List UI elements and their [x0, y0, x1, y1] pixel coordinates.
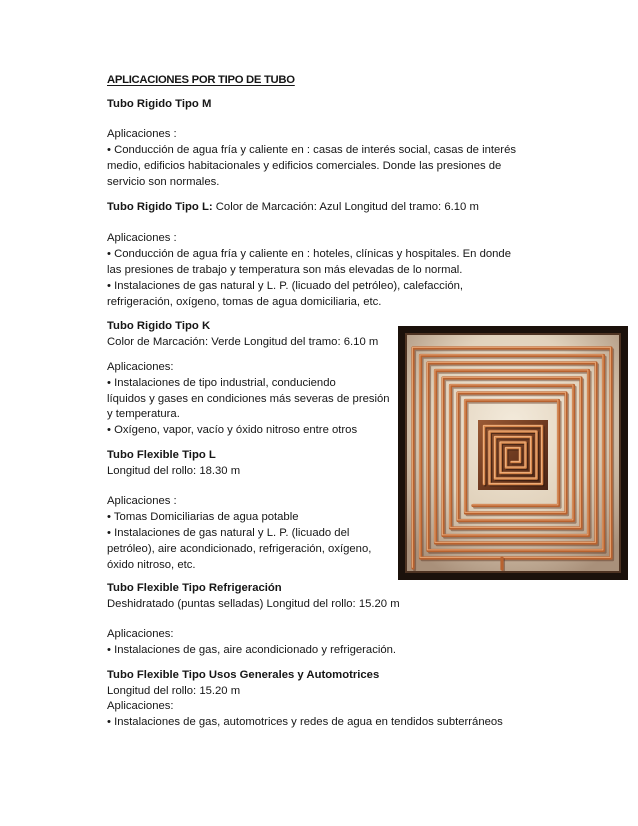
application-line: • Instalaciones de gas natural y L. P. (licuado del petróleo), calefacción, — [107, 280, 464, 292]
application-line: óxido nitroso, etc. — [107, 559, 196, 571]
copper-coil-photo — [398, 326, 628, 580]
section-detail: Longitud del rollo: 18.30 m — [107, 465, 241, 477]
section-detail: Color de Marcación: Verde Longitud del tramo: 6.10 m — [107, 336, 379, 348]
application-line: refrigeración, oxígeno, tomas de agua domiciliaria, etc. — [107, 296, 382, 308]
section-title: Tubo Flexible Tipo L — [107, 449, 216, 461]
application-line: • Instalaciones de gas natural y L. P. (licuado del — [107, 527, 350, 539]
section-title: Tubo Rigido Tipo M — [107, 98, 212, 110]
section-title: Tubo Rigido Tipo K — [107, 320, 211, 332]
applications-label: Aplicaciones : — [107, 128, 177, 140]
application-line: • Tomas Domiciliarias de agua potable — [107, 511, 299, 523]
application-line: • Conducción de agua fría y caliente en : casas de interés social, casas de interés — [107, 144, 516, 156]
application-line: petróleo), aire acondicionado, refrigeración, oxígeno, — [107, 543, 372, 555]
application-line: • Oxígeno, vapor, vacío y óxido nitroso entre otros — [107, 424, 358, 436]
application-line: medio, edificios habitacionales y edificios comerciales. Donde las presiones de — [107, 160, 502, 172]
section-detail: Deshidratado (puntas selladas) Longitud del rollo: 15.20 m — [107, 598, 400, 610]
section-title-line — [107, 199, 479, 215]
section-title: Tubo Flexible Tipo Usos Generales y Automotrices — [107, 669, 380, 681]
section-title: Tubo Flexible Tipo Refrigeración — [107, 582, 282, 594]
section-title: Tubo Rigido Tipo L: — [107, 201, 213, 213]
application-line: líquidos y gases en condiciones más severas de presión — [107, 393, 390, 405]
application-line: • Instalaciones de gas, aire acondicionado y refrigeración. — [107, 644, 397, 656]
application-line: • Conducción de agua fría y caliente en : hoteles, clínicas y hospitales. En donde — [107, 248, 511, 260]
applications-label: Aplicaciones : — [107, 495, 177, 507]
application-line: las presiones de trabajo y temperatura son más elevadas de lo normal. — [107, 264, 463, 276]
applications-label: Aplicaciones: — [107, 700, 174, 712]
copper-coil-graphic — [398, 326, 628, 580]
application-line: • Instalaciones de tipo industrial, conduciendo — [107, 377, 336, 389]
application-line: y temperatura. — [107, 408, 180, 420]
application-line: servicio son normales. — [107, 176, 220, 188]
document-heading: APLICACIONES POR TIPO DE TUBO — [107, 74, 295, 86]
applications-label: Aplicaciones: — [107, 628, 174, 640]
section-detail: Longitud del rollo: 15.20 m — [107, 685, 241, 697]
applications-label: Aplicaciones : — [107, 232, 177, 244]
application-line: • Instalaciones de gas, automotrices y redes de agua en tendidos subterráneos — [107, 716, 503, 728]
section-detail: Color de Marcación: Azul Longitud del tramo: 6.10 m — [215, 201, 479, 213]
applications-label: Aplicaciones: — [107, 361, 174, 373]
